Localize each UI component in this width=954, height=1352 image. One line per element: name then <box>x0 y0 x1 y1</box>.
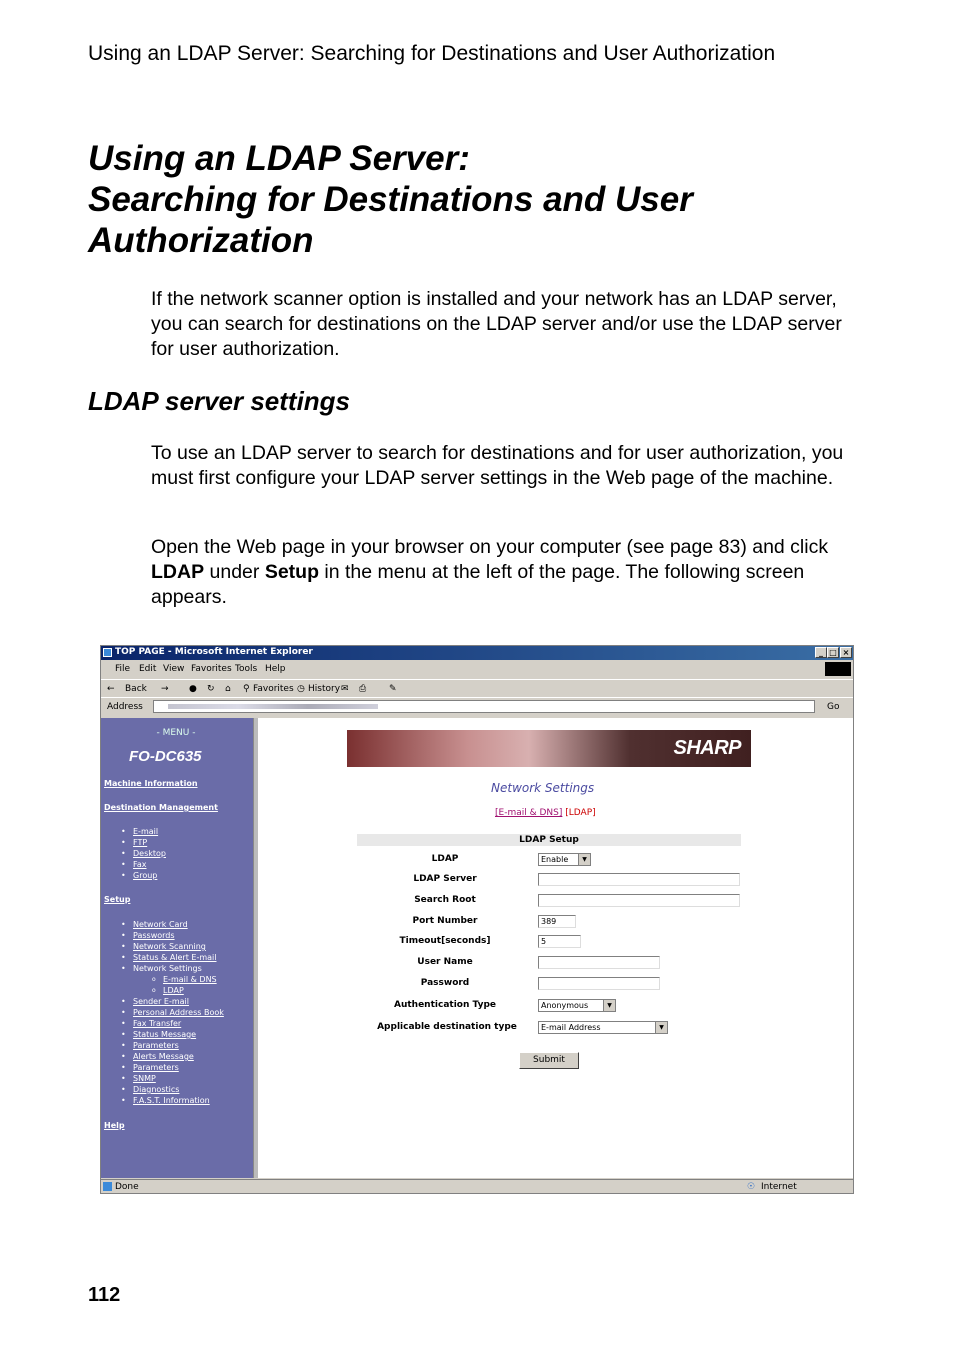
ldap-setup-header: LDAP Setup <box>357 834 741 846</box>
timeout-input[interactable]: 5 <box>538 935 581 948</box>
menu-label: - MENU - <box>156 728 196 738</box>
history-icon[interactable]: ◷ <box>297 684 305 694</box>
intro-paragraph: If the network scanner option is installed and your network has an LDAP server, you can search for destinations on the LDAP server and/or use the LDAP server for user authorization. <box>151 288 842 360</box>
status-text: Done <box>115 1182 139 1192</box>
model-name: FO-DC635 <box>129 748 202 765</box>
link-diagnostics[interactable]: • Diagnostics <box>133 1085 179 1094</box>
back-button[interactable]: Back <box>125 684 147 694</box>
network-settings-title: Network Settings <box>491 781 595 795</box>
label-port-number: Port Number <box>412 916 478 926</box>
link-passwords[interactable]: • Passwords <box>133 931 175 940</box>
label-ldap: LDAP <box>431 854 459 864</box>
close-icon[interactable]: × <box>840 647 852 658</box>
favorites-button[interactable]: Favorites <box>253 684 294 694</box>
toolbar <box>101 679 853 698</box>
ldap-current-link: [LDAP] <box>565 808 596 818</box>
home-icon[interactable]: ⌂ <box>225 684 231 694</box>
menu-tools[interactable]: Tools <box>235 664 258 674</box>
section-heading: LDAP server settings <box>88 386 351 416</box>
status-bar <box>101 1179 853 1194</box>
chevron-down-icon[interactable]: ▼ <box>655 1022 667 1033</box>
sharp-logo: SHARP <box>673 737 741 759</box>
link-status-message-parameters[interactable]: • Parameters <box>133 1041 179 1050</box>
address-input[interactable] <box>153 700 815 713</box>
ldap-select[interactable] <box>538 853 591 866</box>
refresh-icon[interactable]: ↻ <box>207 684 215 694</box>
link-alerts-message-parameters[interactable]: • Parameters <box>133 1063 179 1072</box>
link-email-dns[interactable]: o E-mail & DNS <box>163 975 217 984</box>
link-network-scanning[interactable]: • Network Scanning <box>133 942 206 951</box>
history-button[interactable]: History <box>308 684 341 694</box>
window-titlebar <box>101 646 853 660</box>
page-number: 112 <box>88 1284 121 1306</box>
link-fast-information[interactable]: • F.A.S.T. Information <box>133 1096 210 1105</box>
ie-icon <box>103 648 112 657</box>
label-authentication-type: Authentication Type <box>394 1000 496 1010</box>
password-input[interactable] <box>538 977 660 990</box>
instr-text-a: Open the Web page in your browser on your computer (see page 83) and click <box>151 536 829 558</box>
go-button[interactable]: Go <box>827 702 840 712</box>
submit-button[interactable]: Submit <box>519 1052 579 1069</box>
link-ldap[interactable]: o LDAP <box>163 986 184 995</box>
menu-view[interactable]: View <box>163 664 185 674</box>
globe-icon: ☉ <box>747 1182 756 1192</box>
link-setup[interactable]: Setup <box>104 895 131 904</box>
instr-setup: Setup <box>264 561 319 583</box>
mail-icon[interactable]: ✉ <box>341 684 349 694</box>
link-status-message[interactable]: • Status Message <box>133 1030 196 1039</box>
ldap-server-input[interactable] <box>538 873 740 886</box>
browser-screenshot <box>100 645 854 1194</box>
link-fax-transfer[interactable]: • Fax Transfer <box>133 1019 181 1028</box>
chevron-down-icon[interactable]: ▼ <box>578 854 590 865</box>
email-dns-link[interactable]: [E-mail & DNS] <box>495 808 563 818</box>
menu-help[interactable]: Help <box>265 664 286 674</box>
label-timeout: Timeout[seconds] <box>399 936 491 946</box>
link-machine-information[interactable]: Machine Information <box>104 779 198 788</box>
address-label: Address <box>107 702 143 712</box>
ldap-select-value: Enable <box>541 855 569 864</box>
label-password: Password <box>420 978 470 988</box>
link-alerts-message[interactable]: • Alerts Message <box>133 1052 194 1061</box>
label-user-name: User Name <box>417 957 473 967</box>
back-arrow-icon[interactable]: ← <box>107 684 115 694</box>
settings-paragraph: To use an LDAP server to search for destinations and for user authorization, you must first configure your LDAP server settings in the Web page of the machine. <box>151 442 844 489</box>
address-bar <box>101 697 853 716</box>
menu-edit[interactable]: Edit <box>139 664 157 674</box>
destination-type-select[interactable] <box>538 1021 668 1034</box>
menu-file[interactable]: File <box>115 664 131 674</box>
forward-arrow-icon[interactable]: → <box>161 684 169 694</box>
sharp-banner <box>347 730 751 767</box>
title-line-1: Using an LDAP Server: <box>88 139 470 178</box>
link-ftp[interactable]: • FTP <box>133 838 147 847</box>
destination-type-value: E-mail Address <box>541 1023 601 1032</box>
security-zone: Internet <box>761 1182 797 1192</box>
instr-ldap: LDAP <box>151 561 205 583</box>
maximize-icon[interactable]: □ <box>827 647 839 658</box>
page-title <box>88 138 868 261</box>
search-icon[interactable]: ⚲ <box>243 684 250 694</box>
windows-logo-icon <box>825 662 851 676</box>
label-destination-type: Applicable destination type <box>377 1022 517 1032</box>
link-desktop[interactable]: • Desktop <box>133 849 166 858</box>
link-email[interactable]: • E-mail <box>133 827 158 836</box>
link-sender-email[interactable]: • Sender E-mail <box>133 997 189 1006</box>
link-snmp[interactable]: • SNMP <box>133 1074 156 1083</box>
network-settings-item: • Network Settings <box>133 964 202 973</box>
port-number-input[interactable]: 389 <box>538 915 576 928</box>
stop-icon[interactable]: ● <box>189 684 197 694</box>
link-fax[interactable]: • Fax <box>133 860 147 869</box>
instr-text-e: in the menu at the left of the page. The following screen appears. <box>151 561 805 608</box>
window-title: TOP PAGE - Microsoft Internet Explorer <box>115 647 313 657</box>
frame-divider <box>253 718 258 1178</box>
page-icon <box>103 1182 112 1191</box>
subpage-links <box>495 808 596 818</box>
edit-icon[interactable]: ✎ <box>389 684 397 694</box>
title-line-2: Searching for Destinations and User <box>88 180 693 219</box>
user-name-input[interactable] <box>538 956 660 969</box>
web-content <box>101 718 853 1178</box>
link-help[interactable]: Help <box>104 1121 125 1130</box>
label-search-root: Search Root <box>414 895 476 905</box>
menu-favorites[interactable]: Favorites <box>191 664 232 674</box>
link-destination-management[interactable]: Destination Management <box>104 803 218 812</box>
link-group[interactable]: • Group <box>133 871 157 880</box>
print-icon[interactable]: ⎙ <box>359 684 367 694</box>
title-line-3: Authorization <box>88 221 314 260</box>
search-root-input[interactable] <box>538 894 740 907</box>
instr-text-c: under <box>204 561 265 583</box>
label-ldap-server: LDAP Server <box>413 874 477 884</box>
blurred-url <box>168 704 378 709</box>
authentication-type-select[interactable] <box>538 999 616 1012</box>
link-network-card[interactable]: • Network Card <box>133 920 188 929</box>
link-status-alert-email[interactable]: • Status & Alert E-mail <box>133 953 216 962</box>
sidebar <box>101 718 253 1178</box>
chevron-down-icon[interactable]: ▼ <box>603 1000 615 1011</box>
authentication-type-value: Anonymous <box>541 1001 589 1010</box>
minimize-icon[interactable]: _ <box>815 647 827 658</box>
running-header: Using an LDAP Server: Searching for Destinations and User Authorization <box>88 42 776 65</box>
link-personal-address-book[interactable]: • Personal Address Book <box>133 1008 224 1017</box>
menu-bar <box>101 661 853 677</box>
instructions-paragraph <box>151 535 851 610</box>
